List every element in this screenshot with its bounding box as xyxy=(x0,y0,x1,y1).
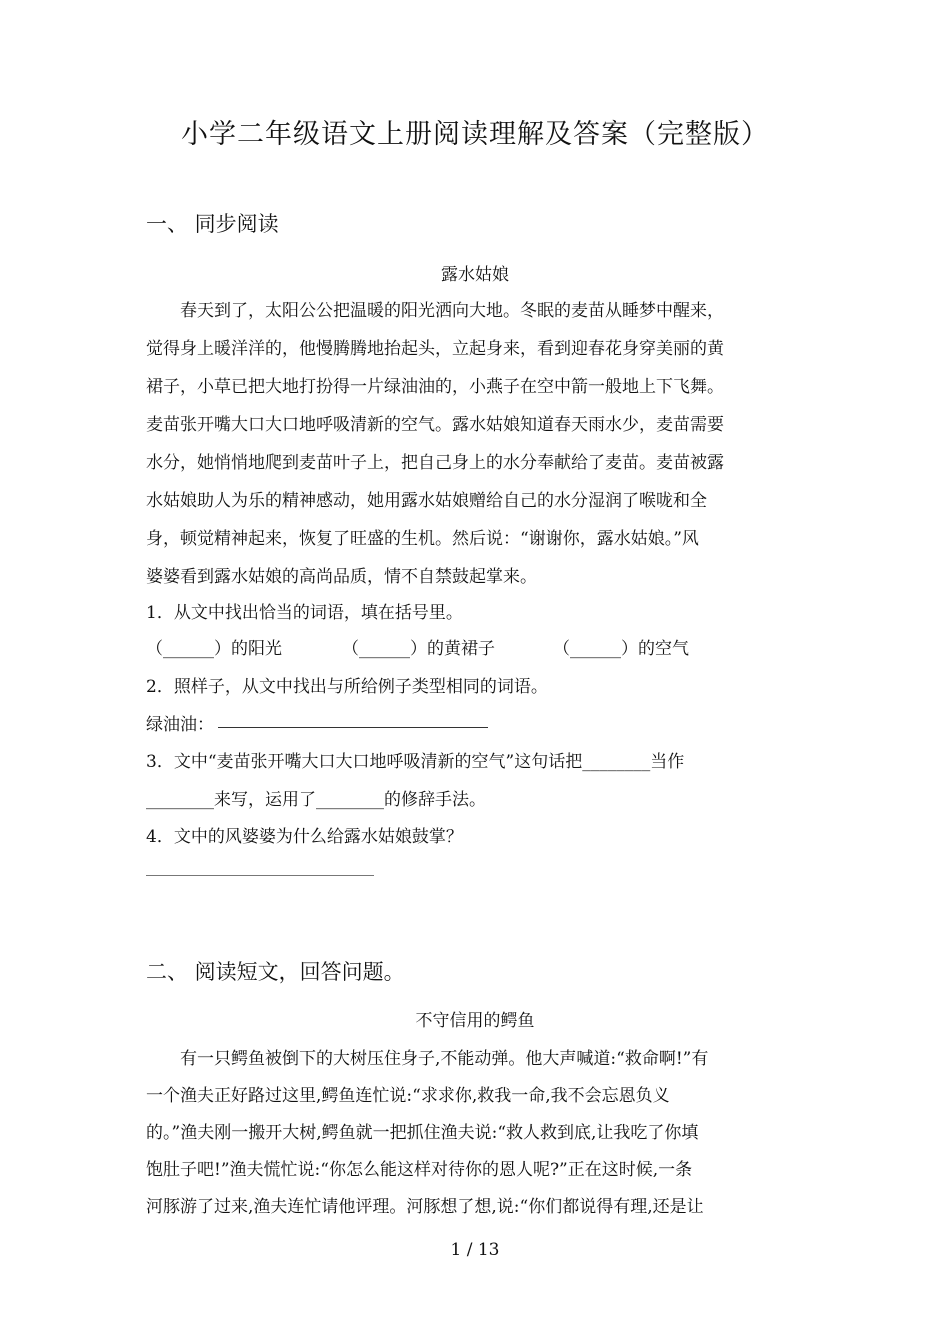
question-1: 1．从文中找出恰当的词语，填在括号里。 xyxy=(146,603,463,623)
blank-yellow-skirt: （______）的黄裙子 xyxy=(342,639,495,659)
paragraph-line: 觉得身上暖洋洋的，他慢腾腾地抬起头，立起身来，看到迎春花身穿美丽的黄 xyxy=(146,339,724,359)
paragraph-line: 水姑娘助人为乐的精神感动，她用露水姑娘赠给自己的水分湿润了喉咙和全 xyxy=(146,491,707,511)
answer-line xyxy=(146,875,374,876)
story-title-1: 露水姑娘 xyxy=(441,265,509,285)
paragraph-line: 裙子，小草已把大地打扮得一片绿油油的，小燕子在空中箭一般地上下飞舞。 xyxy=(146,377,724,397)
paragraph-line: 春天到了，太阳公公把温暖的阳光洒向大地。冬眠的麦苗从睡梦中醒来， xyxy=(180,301,724,321)
section-1-heading: 一、 同步阅读 xyxy=(146,212,279,236)
paragraph-line: 身，顿觉精神起来，恢复了旺盛的生机。然后说：“谢谢你，露水姑娘。”风 xyxy=(146,529,699,549)
question-4: 4．文中的风婆婆为什么给露水姑娘鼓掌？ xyxy=(146,827,463,847)
section-2-heading: 二、 阅读短文，回答问题。 xyxy=(146,960,405,984)
answer-line xyxy=(218,727,488,728)
paragraph-line: 麦苗张开嘴大口大口地呼吸清新的空气。露水姑娘知道春天雨水少，麦苗需要 xyxy=(146,415,724,435)
paragraph-line: 水分，她悄悄地爬到麦苗叶子上，把自己身上的水分奉献给了麦苗。麦苗被露 xyxy=(146,453,724,473)
paragraph-line: 有一只鳄鱼被倒下的大树压住身子,不能动弹。他大声喊道:“救命啊!”有 xyxy=(180,1049,709,1069)
paragraph-line: 河豚游了过来,渔夫连忙请他评理。河豚想了想,说:“你们都说得有理,还是让 xyxy=(146,1197,704,1217)
paragraph-line: 婆婆看到露水姑娘的高尚品质，情不自禁鼓起掌来。 xyxy=(146,567,537,587)
question-3-line-1: 3．文中“麦苗张开嘴大口大口地呼吸清新的空气”这句话把________当作 xyxy=(146,752,685,772)
paragraph-line: 的。”渔夫刚一搬开大树,鳄鱼就一把抓住渔夫说:“救人救到底,让我吃了你填 xyxy=(146,1123,699,1143)
document-title: 小学二年级语文上册阅读理解及答案（完整版） xyxy=(181,119,769,150)
blank-sunlight: （______）的阳光 xyxy=(146,639,282,659)
page-number: 1 / 13 xyxy=(450,1240,500,1260)
paragraph-line: 饱肚子吧!”渔夫慌忙说:“你怎么能这样对待你的恩人呢?”正在这时候,一条 xyxy=(146,1160,693,1180)
question-2-example: 绿油油： xyxy=(146,715,214,735)
question-2: 2．照样子，从文中找出与所给例子类型相同的词语。 xyxy=(146,677,548,697)
blank-air: （______）的空气 xyxy=(553,639,689,659)
paragraph-line: 一个渔夫正好路过这里,鳄鱼连忙说:“求求你,救我一命,我不会忘恩负义 xyxy=(146,1086,670,1106)
question-3-line-2: ________来写，运用了________的修辞手法。 xyxy=(146,790,486,810)
story-title-2: 不守信用的鳄鱼 xyxy=(415,1011,535,1031)
